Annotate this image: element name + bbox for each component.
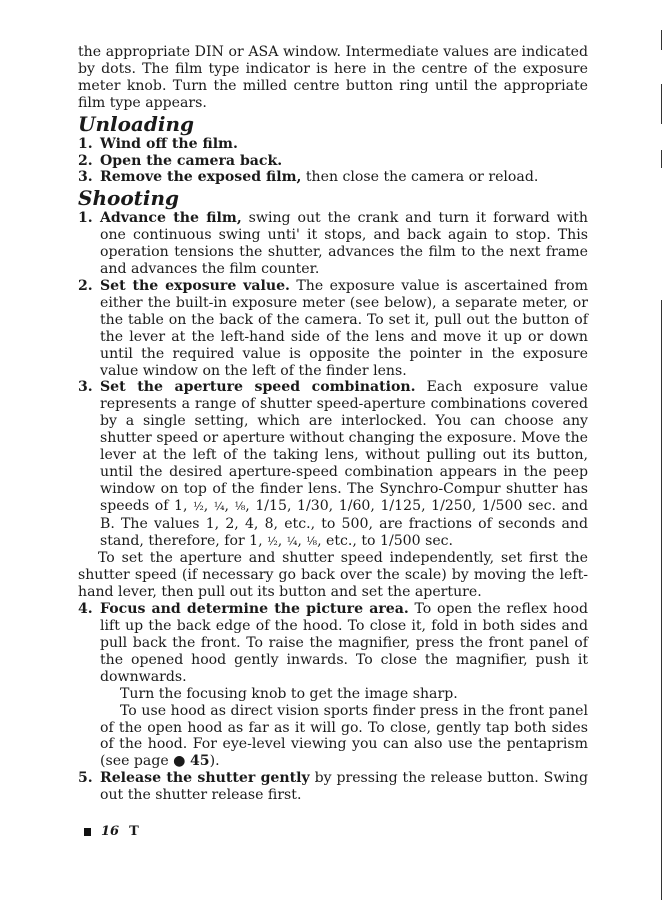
intro-paragraph: the appropriate DIN or ASA window. Intermediate values are indicated by dots. The film type indicator is here in the centre of the exposure meter knob. Turn the milled centre button ring until the appropriate film type appears. xyxy=(78,44,588,111)
step-text: , etc., to 1/500 sec. xyxy=(317,532,454,549)
step-lead: Advance the film, xyxy=(100,210,242,227)
unloading-step-2 xyxy=(78,153,588,170)
separator: , xyxy=(224,497,229,514)
step-text: then close the camera or reload. xyxy=(301,169,539,186)
step-number: 5. xyxy=(78,770,93,787)
aperture-shutter-paragraph: To set the aperture and shutter speed independently, set first the shutter speed (if necessary go back over the scale) by moving the left-hand lever, then pull out its button and set the aperture. xyxy=(78,550,588,601)
separator: , xyxy=(277,532,283,549)
shooting-step-4 xyxy=(78,601,588,770)
sports-finder-end: ). xyxy=(209,753,220,770)
step-lead: Set the exposure value. xyxy=(100,277,290,294)
step-number: 4. xyxy=(78,601,93,618)
page-number: 16 xyxy=(101,824,120,839)
shooting-heading: Shooting xyxy=(78,186,180,211)
unloading-step-1 xyxy=(78,136,588,153)
step-text: The exposure value is ascertained from either the built-in exposure meter (see below), a separate meter, or the table on the back of the camera. To set it, pull out the button of the lever at the left-hand side of the lens and move it up or down until the required value is opposite the pointer in the exposure value window on the left of the finder lens. xyxy=(100,277,588,379)
sports-finder-text: To use hood as direct vision sports finder press in the front panel of the open hood as far as it will go. To close, gently tap both sides of the hood. For eye-level viewing you can also use the pentaprism (see page xyxy=(100,702,588,770)
step-text: by pressing the release button. Swing out the shutter release first. xyxy=(100,770,588,804)
shooting-step-1 xyxy=(78,210,588,278)
fraction-quarter: ¼ xyxy=(286,534,298,548)
shooting-step-2 xyxy=(78,278,588,379)
step-number: 2. xyxy=(78,277,93,294)
square-marker-icon xyxy=(84,828,91,836)
step-text: , 1/15, 1/30, 1/60, 1/125, 1/250, 1/500 sec. and B. The values 1, 2, 4, 8, etc., to 500, are fractions of seconds and stand, therefore, for 1, xyxy=(100,497,589,549)
unloading-step-3 xyxy=(78,169,588,186)
separator: , xyxy=(203,497,209,514)
step-lead: Open the camera back. xyxy=(100,152,283,169)
page-ref-bullet-icon: ● xyxy=(173,753,186,770)
sports-finder-paragraph xyxy=(100,703,588,771)
page-footer xyxy=(84,824,139,839)
step-number: 3. xyxy=(78,169,93,186)
step-lead: Set the aperture speed combination. xyxy=(100,379,416,396)
shooting-step-5 xyxy=(78,770,588,804)
fraction-eighth: ⅛ xyxy=(234,499,246,513)
scan-edge-line xyxy=(661,300,662,900)
step-text: swing out the crank and turn it forward with one continuous swing unti' it stops, and back again to stop. This operation tensions the shutter, advances the film to the next frame and advances the film counter. xyxy=(100,210,588,278)
shooting-steps xyxy=(78,210,588,550)
step-number: 2. xyxy=(78,152,93,169)
page-content xyxy=(78,44,588,804)
step-number: 3. xyxy=(78,379,93,396)
shooting-steps-continued xyxy=(78,601,588,804)
fraction-half: ½ xyxy=(267,534,278,548)
fraction-half: ½ xyxy=(193,499,204,513)
step-lead: Release the shutter gently xyxy=(100,770,310,787)
scan-edge-line xyxy=(661,30,662,50)
scan-edge-line xyxy=(661,150,662,168)
step-lead: Wind off the film. xyxy=(100,135,238,152)
focus-paragraph: Turn the focusing knob to get the image sharp. xyxy=(120,685,458,702)
scan-edge-line xyxy=(661,84,662,124)
fraction-quarter: ¼ xyxy=(213,499,225,513)
shooting-step-3 xyxy=(78,379,588,550)
step-lead: Focus and determine the picture area. xyxy=(100,601,409,618)
unloading-steps xyxy=(78,136,588,187)
edition-letter: T xyxy=(129,824,139,839)
step-number: 1. xyxy=(78,210,93,227)
unloading-heading: Unloading xyxy=(78,111,194,136)
step-lead: Remove the exposed film, xyxy=(100,169,302,186)
step-number: 1. xyxy=(78,135,93,152)
step-text: To open the reflex hood lift up the back edge of the hood. To close it, fold in both sides and pull back the front. To raise the magnifier, press the front panel of the opened hood gently inwards. To close the magnifier, push it downwards. xyxy=(100,601,588,685)
fraction-eighth: ⅛ xyxy=(306,534,318,548)
page-ref-number: 45 xyxy=(189,753,210,770)
separator: , xyxy=(297,532,302,549)
step-text: Each exposure value represents a range of shutter speed-aperture combinations covered by a single setting, which are interlocked. You can choose any shutter speed or aperture without changing the exposure. Move the lever at the left of the taking lens, without pulling out its button, until the desired aperture-speed combination appears in the peep window on top of the finder lens. The Synchro-Compur shutter has speeds of 1, xyxy=(100,379,588,514)
